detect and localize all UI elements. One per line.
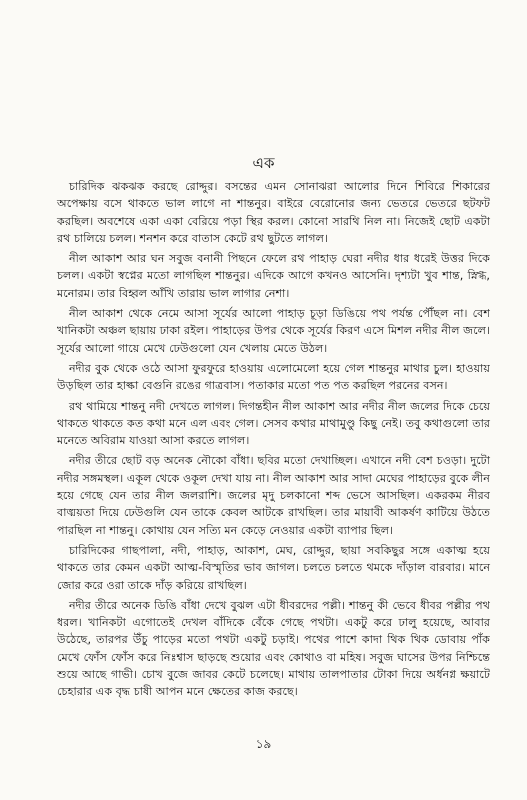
paragraph: চারিদিক ঝকঝক করছে রোদ্দুর। বসন্তের এমন সোনাঝরা আলোর দিনে শিবিরে শিকারের অপেক্ষায় বসে থাকতে ভাল লাগে না শান্তনুর। বাইরে বেরোনোর জন্য ভেতরে ভেতরে ছটফট করছিল। অবশেষে একা একা বেরিয়ে পড়া স্থির করল। কোনো সারথি নিল না। নিজেই ছোট একটা রথ চালিয়ে চলল। শনশন করে বাতাস কেটে রথ ছুটতে লাগল। [57, 180, 490, 245]
page-number: ১৯ [255, 737, 272, 751]
chapter-title: এক [252, 154, 275, 172]
paragraph: নদীর বুক থেকে ওঠে আসা ফুরফুরে হাওয়ায় এলোমেলো হয়ে গেল শান্তনুর মাথার চুল। হাওয়ায় উড়ছিল তার হাল্কা বেগুনি রঙের গাত্রবাস। পতাকার মতো পত পত করছিল পরনের বসন। [57, 361, 490, 393]
paragraph: নদীর তীরে ছোট বড় অনেক নৌকো বাঁধা। ছবির মতো দেখাচ্ছিল। এখানে নদী বেশ চওড়া। দুটো নদীর সঙ্গমস্থল। একূল থেকে ওকূল দেখা যায় না। নীল আকাশ আর সাদা মেঘের পাহাড়ের বুকে লীন হয়ে গেছে যেন তার নীল জলরাশি। জলের মৃদু চলকানো শব্দ ভেসে আসছিল। একরকম নীরব বাঙ্ময়তা দিয়ে ঢেউগুলি যেন তাকে কেবল আটকে রাখছিল। তার মায়াবী আকর্ষণ কাটিয়ে উঠতে পারছিল না শান্তনু। কোথায় যেন সত্যি মন কেড়ে নেওয়ার একটা ব্যাপার ছিল। [57, 454, 490, 537]
body-text [57, 178, 490, 704]
paragraph: নীল আকাশ আর ঘন সবুজ বনানী পিছনে ফেলে রথ পাহাড় ঘেরা নদীর ধার ধরেই উত্তর দিকে চলল। একটা স্বপ্নের মতো লাগছিল শান্তনুর। এদিকে আগে কখনও আসেনি। দৃশ্যটা খুব শান্ত, স্নিগ্ধ, মনোরম। তার বিহ্বল আঁখি তারায় ভাল লাগার নেশা। [57, 252, 490, 300]
paragraph: চারিদিকের গাছপালা, নদী, পাহাড়, আকাশ, মেঘ, রোদ্দুর, ছায়া সবকিছুর সঙ্গে একাত্ম হয়ে থাকতে তার কেমন একটা আত্ম-বিস্মৃতির ভাব জাগল। চলতে চলতে থমকে দাঁড়াল বারবার। মানে জোর করে ওরা তাকে দাঁড় করিয়ে রাখছিল। [57, 543, 490, 592]
paragraph: নীল আকাশ থেকে নেমে আসা সূর্যের আলো পাহাড় চূড়া ডিঙিয়ে পথ পর্যন্ত পৌঁছল না। বেশ খানিকটা অঞ্চল ছায়ায় ঢাকা রইল। পাহাড়ের উপর থেকে সূর্যের কিরণ এসে মিশল নদীর নীল জলে। সূর্যের আলো গায়ে মেখে ঢেউগুলো যেন খেলায় মেতে উঠল। [57, 307, 490, 355]
paragraph: নদীর তীরে অনেক ডিঙি বাঁধা দেখে বুঝল এটা ধীবরদের পল্লী। শান্তনু কী ভেবে ধীবর পল্লীর পথ ধরল। খানিকটা এগোতেই দেখল বাঁদিকে বেঁকে গেছে পথটা। একটু করে ঢালু হয়েছে, আবার উঠেছে, তারপর উঁচু পাড়ের মতো পথটা একটু চড়াই। পথের পাশে কাদা থিক থিক ডোবায় পাঁক মেখে ফোঁস ফোঁস করে নিঃশ্বাস ছাড়ছে শুয়োর এবং কোথাও বা মহিষ। সবুজ ঘাসের উপর নিশ্চিন্তে শুয়ে আছে গাভী। চোখ বুজে জাবর কেটে চলেছে। মাথায় তালপাতার টোকা দিয়ে অর্ধনগ্ন ক্ষয়াটে চেহারার এক বৃদ্ধ চাষী আপন মনে ক্ষেতের কাজ করছে। [57, 598, 490, 699]
paragraph: রথ থামিয়ে শান্তনু নদী দেখতে লাগল। দিগন্তহীন নীল আকাশ আর নদীর নীল জলের দিকে চেয়ে থাকতে থাকতে কত কথা মনে এল এবং গেল। সেসব কথার মাথামুণ্ডু কিছু নেই। তবু কথাগুলো তার মনেতে অবিরাম যাওয়া আসা করতে লাগল। [57, 399, 490, 448]
